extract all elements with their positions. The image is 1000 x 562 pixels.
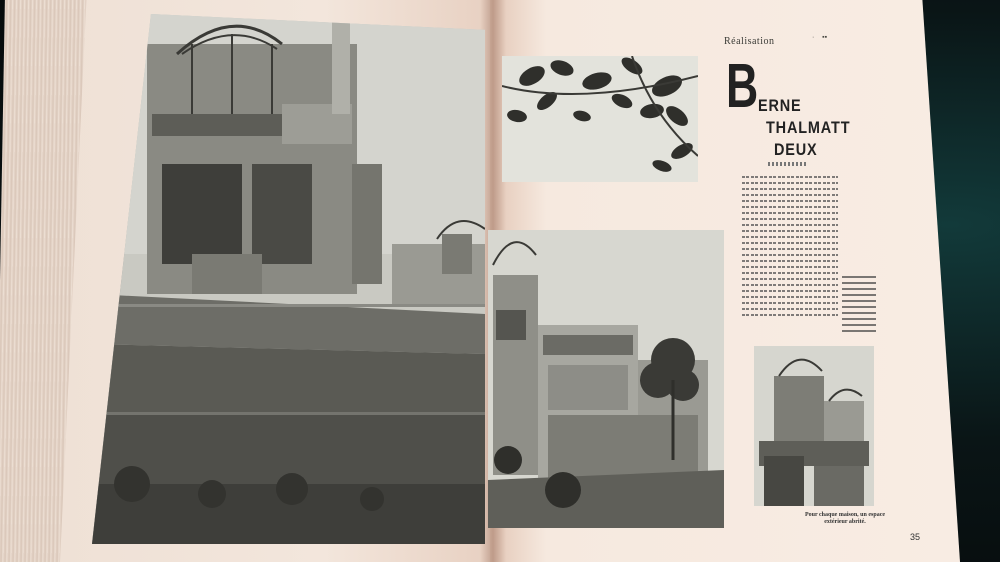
title-line-3: DEUX [774,140,818,159]
photo-caption-bottom: Pour chaque maison, un espace extérieur abrité. [804,512,886,525]
byline [768,162,808,166]
title-initial: B [726,52,759,121]
leaves-photo [502,56,698,182]
article-body-column [742,176,838,324]
page-number-right: 35 [910,532,921,542]
title-line-1: ERNE [758,96,802,115]
photo-caption-column [842,276,876,336]
building-balconies-photo [488,230,724,528]
balcony-detail-photo [754,346,874,506]
terraced-housing-photo [92,14,485,544]
section-label: Réalisation [724,36,775,47]
page-header-mark: · ▪▪ [812,34,828,41]
title-line-2: THALMATT [766,118,851,137]
